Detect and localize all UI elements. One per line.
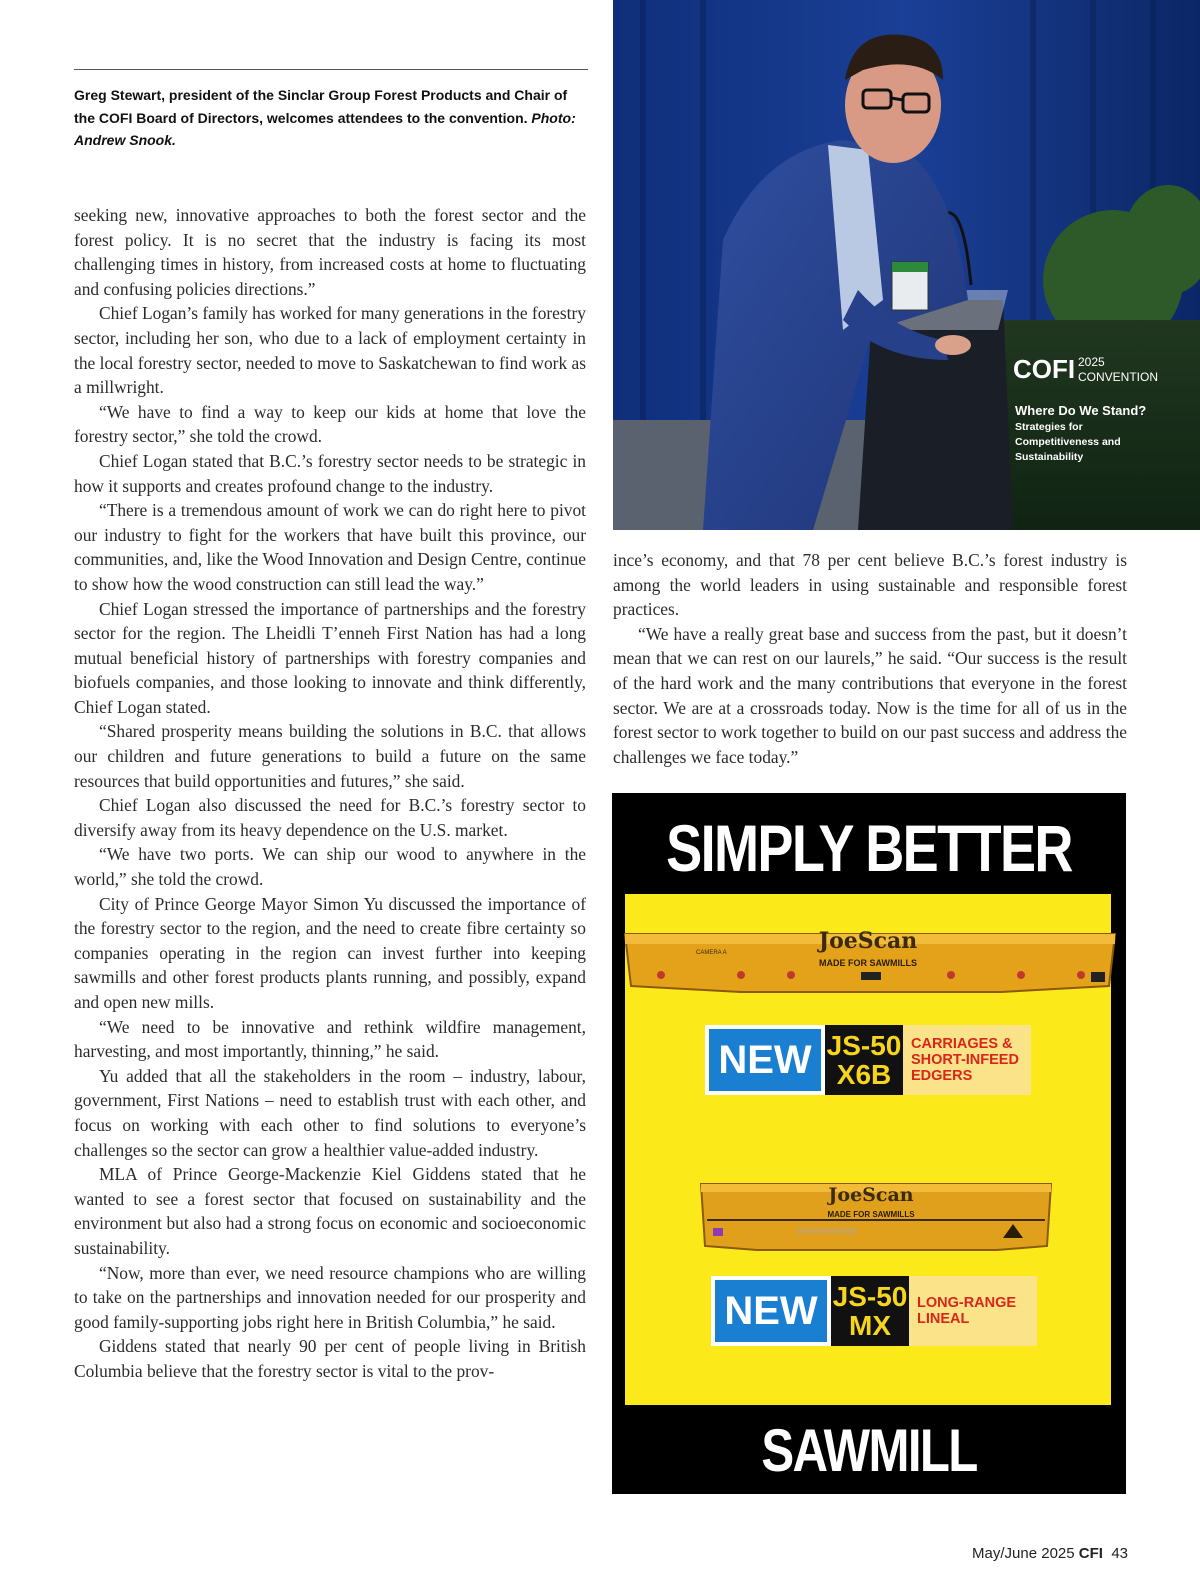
sign-year: 2025 [1078,355,1105,369]
paragraph: Yu added that all the stakeholders in the room – industry, labour, government, First Nations – need to establish trust with each other, and focus on working with each other to find solutions to everyone’s challenges so the sector can grow a healthier value-added industry. [74,1065,586,1160]
paragraph: “Now, more than ever, we need resource champions who are willing to take on the partnerships and innovation needed for our prosperity and good family-supporting jobs right here in British Columbia,” he said. [74,1262,586,1332]
new-label: NEW [705,1025,825,1095]
paragraph: Chief Logan also discussed the need for B.C.’s forestry sector to diversify away from its heavy dependence on the U.S. market. [74,795,586,840]
paragraph: “Shared prosperity means building the solutions in B.C. that allows our children and future generations to build a future on the same resources that build opportunities and futures,” she said. [74,721,586,791]
speaker-photo [613,0,1200,530]
desc-line-1: LONG-RANGE [917,1295,1017,1311]
photo-caption [74,84,590,152]
caption-rule [74,69,588,70]
paragraph: “We have a really great base and success from the past, but it doesn’t mean that we can rest on our laurels,” he said. “Our success is the result of the hard work and the many contributions that everyone in the forest sector. We are at a crossroads today. Now is the time for all of us in the forest sector to work together to build on our past success and address the challenges we face today.” [613,623,1127,767]
desc-line-2: LINEAL [917,1311,970,1327]
photo-credit: Photo: Andrew Snook. [74,109,576,148]
paragraph: MLA of Prince George-Mackenzie Kiel Giddens stated that he wanted to see a forest sector that focused on sustainability and the environment but also had a strong focus on economic and socioeconomic sustainability. [74,1164,586,1258]
sign-line-2: Competitiveness and [1015,436,1121,448]
paragraph: Chief Logan’s family has worked for many generations in the forestry sector, including her son, who due to a lack of employment certainty in the local forestry sector, needed to move to Saskatchewan to find work as a millwright. [74,303,586,398]
paragraph: Chief Logan stressed the importance of partnerships and the forestry sector for the region. The Lheidli T’enneh First Nation has had a long mutual beneficial history of partnerships with forestry companies and biofuels companies, and those looking to innovate and think differently, Chief Logan stated. [74,598,586,717]
model-name [831,1276,909,1346]
model-line-1: JS-50 [826,1030,902,1061]
new-label: NEW [711,1276,831,1346]
article-left-column [74,203,586,1384]
badge-js50-x6b [705,1025,1031,1095]
desc-line-2: SHORT-INFEED [911,1052,1019,1068]
model-line-2: X6B [836,1059,892,1090]
sign-line-1: Strategies for [1015,421,1083,433]
tagline-1: MADE FOR SAWMILLS [819,958,917,968]
paragraph: City of Prince George Mayor Simon Yu discussed the importance of the forestry sector to the region, and the need to create fibre certainty so companies operating in the region can invest further into keeping sawmills and other forest products plants running, and possibly, expand and open new mills. [74,893,586,1012]
paragraph: ince’s economy, and that 78 per cent believe B.C.’s forest industry is among the world leaders in using sustainable and responsible forest practices. [613,550,1127,620]
model-description [909,1276,1037,1346]
model-line-2: MX [849,1310,891,1341]
badge-js50-mx [711,1276,1037,1346]
camera-label: CAMERA A [696,950,727,956]
tagline-2: MADE FOR SAWMILLS [827,1210,915,1219]
ad-headline: SIMPLY BETTER [666,811,1072,885]
ad-yellow-panel [625,894,1111,1405]
paragraph: seeking new, innovative approaches to both the forest sector and the forest policy. It is no secret that the industry is facing its most challenging times in history, from increased costs at home to fluctuating and confusing policies directions.” [74,205,586,299]
brand-logo-2: JoeScan [828,1184,914,1206]
article-right-column [613,548,1127,769]
magazine-name: CFI [1078,1545,1103,1562]
sign-logo: COFI [1013,354,1076,384]
sign-event: CONVENTION [1078,370,1159,384]
model-description [903,1025,1031,1095]
paragraph: “There is a tremendous amount of work we can do right here to pivot our industry to fight for the workers that have built this province, our communities, and, like the Wood Innovation and Design Centre, continue to show how the wood construction can still lead the way.” [74,500,586,594]
paragraph: “We need to be innovative and rethink wildfire management, harvesting, and most importantly, thinning,” he said. [74,1016,586,1062]
caption-text: Greg Stewart, president of the Sinclar Group Forest Products and Chair of the COFI Board of Directors, welcomes attendees to the convention. [74,87,568,126]
sign-title: Where Do We Stand? [1015,403,1147,418]
paragraph: “We have two ports. We can ship our wood to anywhere in the world,” she told the crowd. [74,844,586,890]
desc-line-3: EDGERS [911,1068,973,1084]
brand-logo-1: JoeScan [818,928,918,954]
page-folio [972,1545,1128,1562]
paragraph: “We have to find a way to keep our kids at home that love the forestry sector,” she told the crowd. [74,401,586,447]
model-line-1: JS-50 [832,1281,908,1312]
speaker-photo-illustration [613,0,1200,530]
issue-date: May/June 2025 [972,1545,1075,1562]
paragraph: Chief Logan stated that B.C.’s forestry sector needs to be strategic in how it supports and creates profound change to the industry. [74,450,586,496]
ad-footer: SAWMILL SCANNING [744,1417,994,1556]
model-name [825,1025,903,1095]
desc-line-1: CARRIAGES & [911,1036,1013,1052]
sign-line-3: Sustainability [1015,451,1084,463]
paragraph: Giddens stated that nearly 90 per cent of people living in British Columbia believe that the forestry sector is vital to the prov- [74,1336,586,1381]
page-number: 43 [1111,1545,1128,1562]
